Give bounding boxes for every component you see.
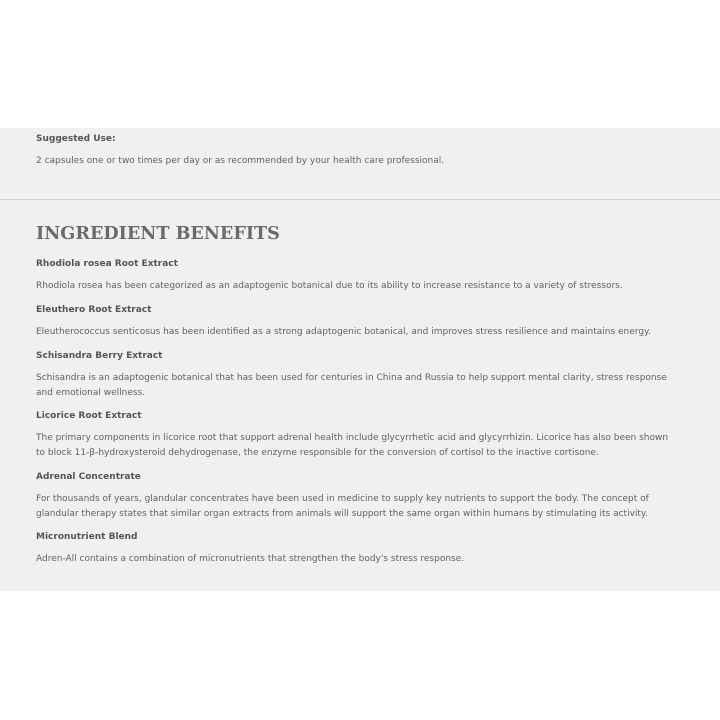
suggested-use-label: Suggested Use: bbox=[36, 134, 116, 144]
ingredient-name-rhodiola: Rhodiola rosea Root Extract bbox=[36, 259, 178, 269]
ingredient-description-rhodiola: Rhodiola rosea has been categorized as an adaptogenic botanical due to its ability to increase resistance to a variety of stressors. bbox=[36, 281, 623, 291]
ingredient-name-micronutrient: Micronutrient Blend bbox=[36, 532, 138, 542]
ingredient-benefits-heading: INGREDIENT BENEFITS bbox=[36, 223, 280, 244]
product-info-panel bbox=[0, 128, 720, 591]
ingredient-description-adrenal: For thousands of years, glandular concentrates have been used in medicine to supply key nutrients to support the body. The concept of glandular therapy states that similar organ extracts from animals will support the same organ within humans by stimulating its activity. bbox=[36, 494, 649, 519]
suggested-use-text: 2 capsules one or two times per day or as recommended by your health care professional. bbox=[36, 156, 445, 166]
ingredient-description-eleuthero: Eleutherococcus senticosus has been identified as a strong adaptogenic botanical, and improves stress resilience and maintains energy. bbox=[36, 327, 651, 337]
ingredient-name-licorice: Licorice Root Extract bbox=[36, 411, 142, 421]
ingredient-name-eleuthero: Eleuthero Root Extract bbox=[36, 305, 152, 315]
ingredient-description-licorice: The primary components in licorice root that support adrenal health include glycyrrhetic acid and glycyrrhizin. Licorice has also been shown to block 11-β-hydroxysteroid dehydrogenase, the enzyme responsible for the conversion of cortisol to the inactive cortisone. bbox=[36, 433, 669, 458]
ingredient-name-adrenal: Adrenal Concentrate bbox=[36, 472, 141, 482]
ingredient-description-micronutrient: Adren-All contains a combination of micronutrients that strengthen the body's stress response. bbox=[36, 554, 465, 564]
section-divider bbox=[0, 199, 720, 200]
ingredient-description-schisandra: Schisandra is an adaptogenic botanical that has been used for centuries in China and Russia to help support mental clarity, stress response and emotional wellness. bbox=[36, 373, 667, 398]
ingredient-name-schisandra: Schisandra Berry Extract bbox=[36, 351, 163, 361]
